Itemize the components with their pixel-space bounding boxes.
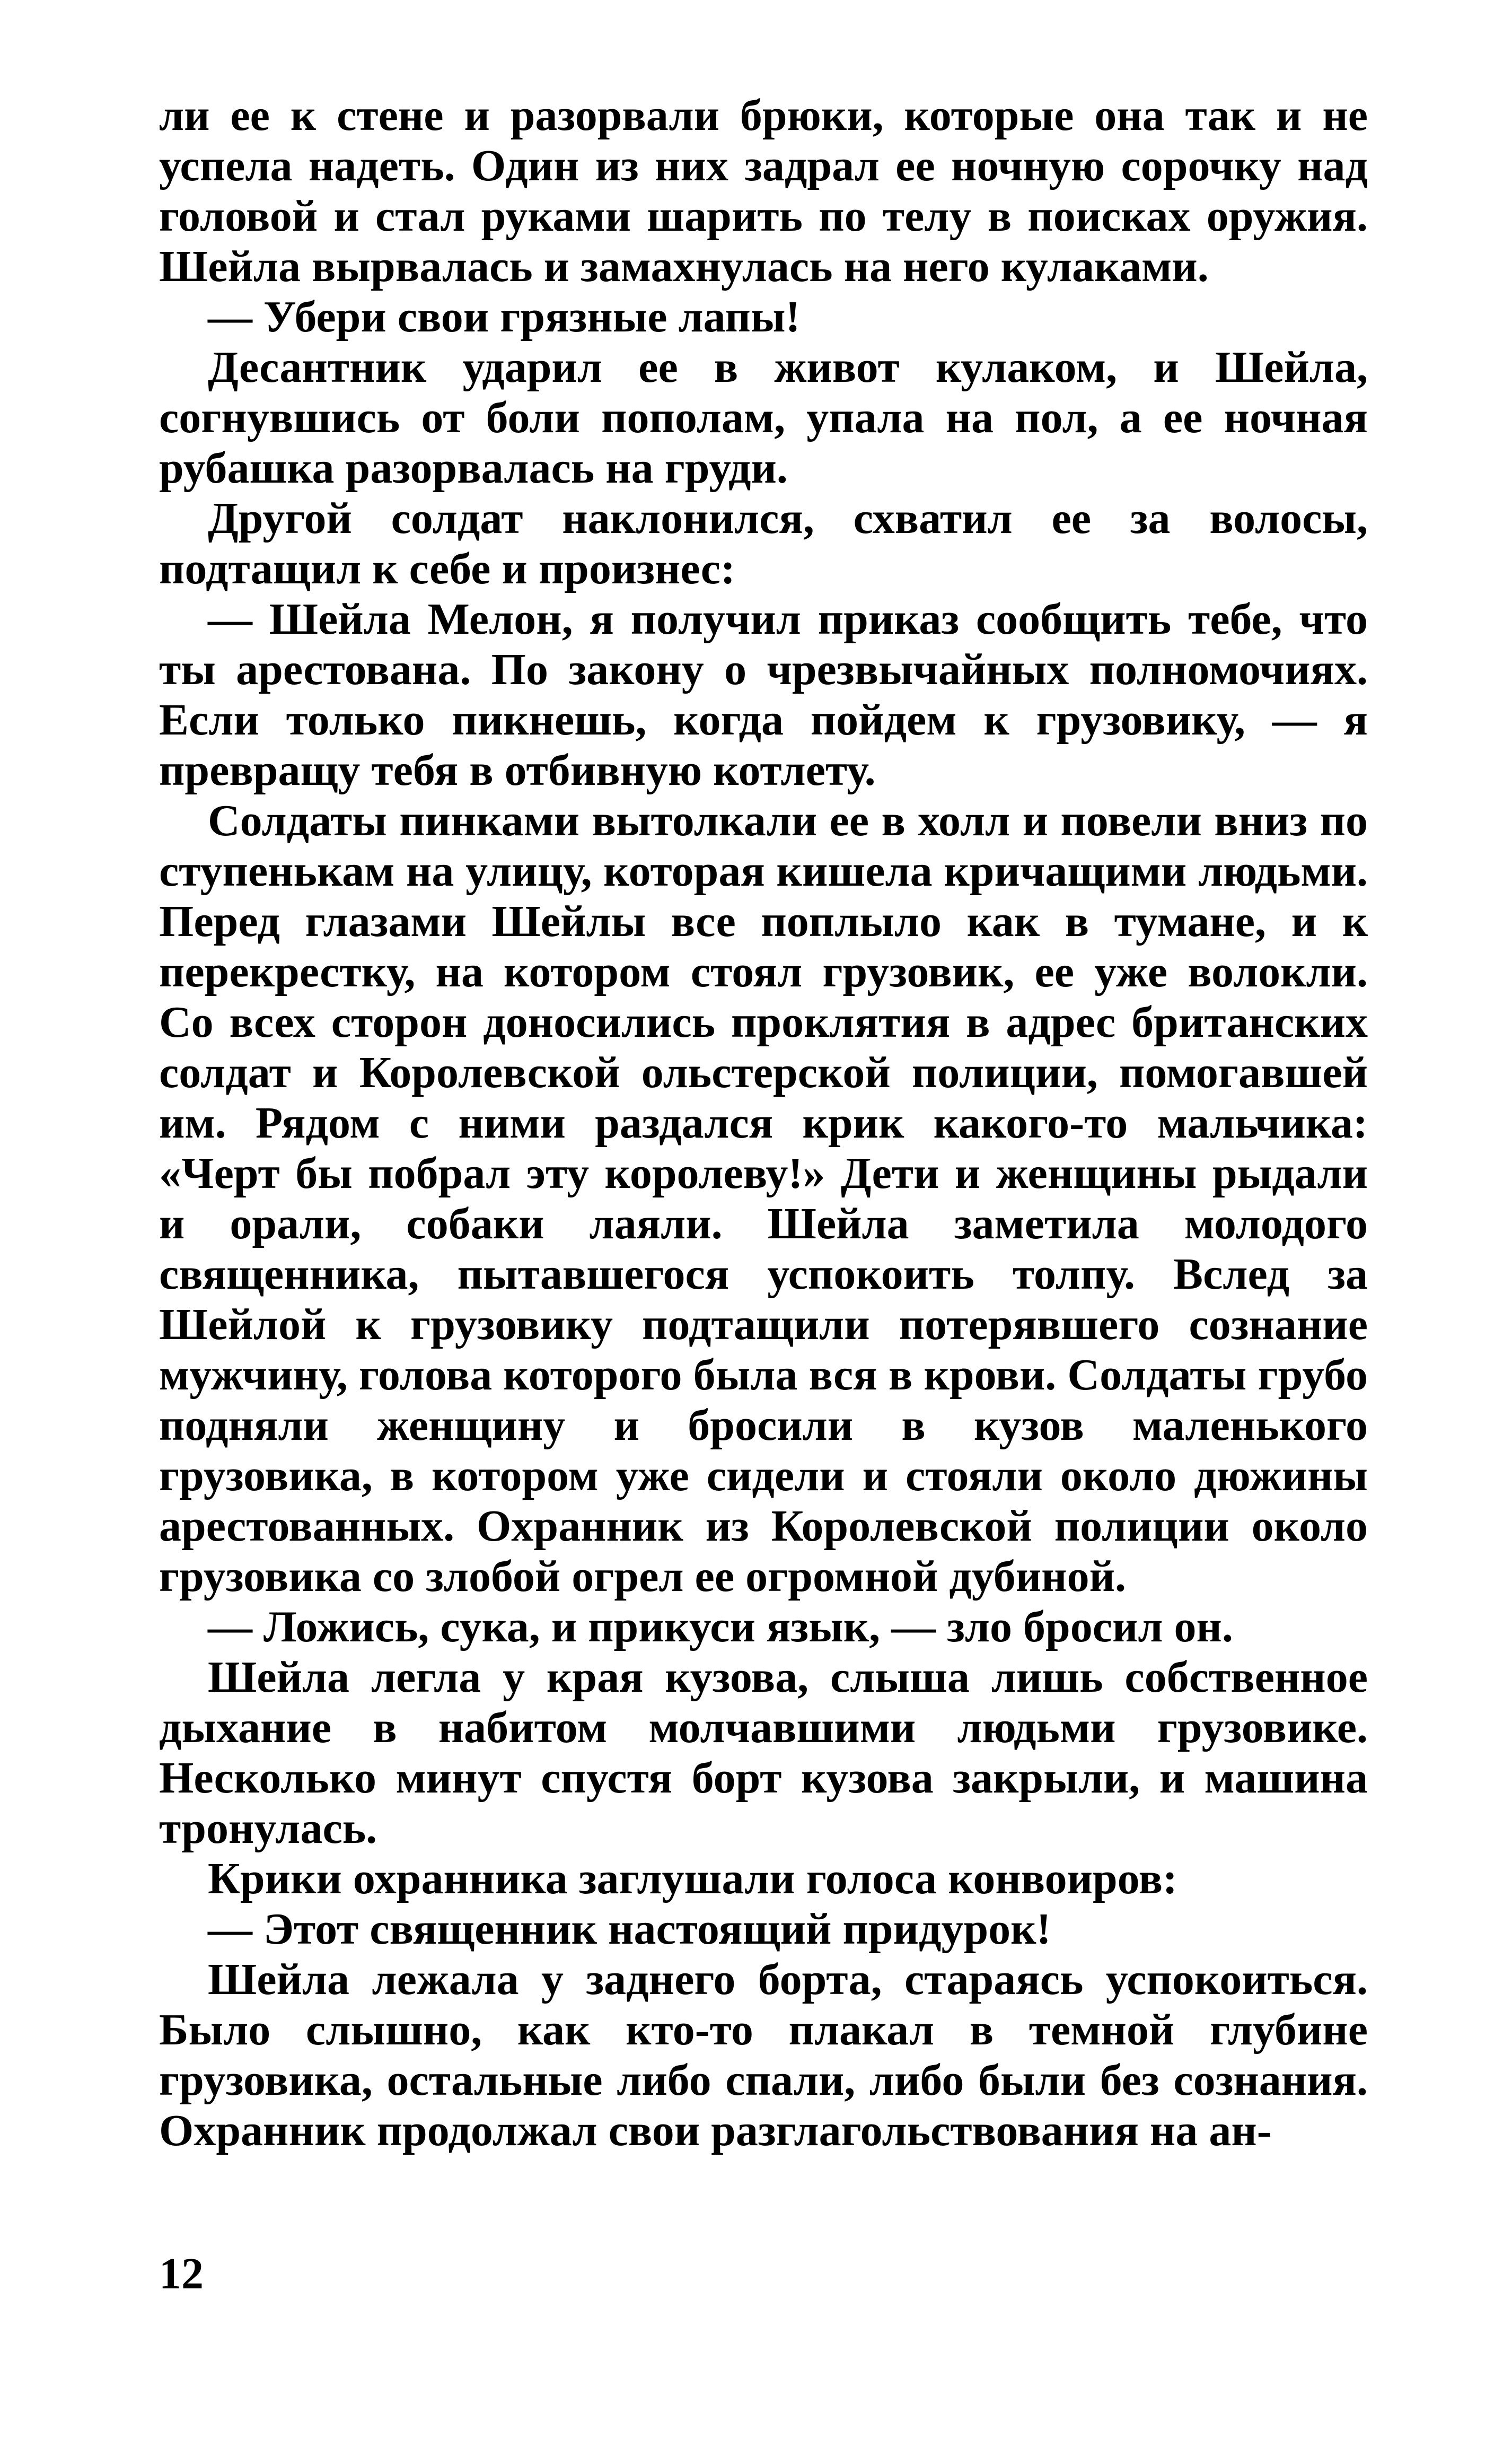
page-number: 12 (159, 2249, 204, 2298)
paragraph-5: — Шейла Мелон, я получил приказ сообщить тебе, что ты арестована. По закону о чрезвычайных полномочиях. Если только пикнешь, когда пойдем к грузовику, — я превращу тебя в отбивную котлету. (159, 594, 1368, 795)
paragraph-7: — Ложись, сука, и прикуси язык, — зло бросил он. (208, 1602, 1233, 1651)
page-body (159, 90, 1368, 2371)
paragraph-10: — Этот священник настоящий придурок! (208, 1904, 1051, 1954)
paragraph-1: ли ее к стене и разорвали брюки, которые она так и не успела надеть. Один из них задрал ее ночную сорочку над головой и стал руками шарить по телу в поисках оружия. Шейла вырвалась и замахнулась на него кулаками. (159, 91, 1368, 291)
paragraph-6: Солдаты пинками вытолкали ее в холл и повели вниз по ступенькам на улицу, которая кишела кричащими людьми. Перед глазами Шейлы все поплыло как в тумане, и к перекрестку, на котором стоял грузовик, ее уже волокли. Со всех сторон доносились проклятия в адрес британских солдат и Королевской ольстерской полиции, помогавшей им. Рядом с ними раздался крик какого-то мальчика: «Черт бы побрал эту королеву!» Дети и женщины рыдали и орали, собаки лаяли. Шейла заметила молодого священника, пытавшегося успокоить толпу. Вслед за Шейлой к грузовику подтащили потерявшего сознание мужчину, голова которого была вся в крови. Солдаты грубо подняли женщину и бросили в кузов маленького грузовика, в котором уже сидели и стояли около дюжины арестованных. Охранник из Королевской полиции около грузовика со злобой огрел ее огромной дубиной. (159, 796, 1368, 1601)
paragraph-4: Другой солдат наклонился, схватил ее за волосы, подтащил к себе и произнес: (159, 494, 1368, 593)
paragraph-8: Шейла легла у края кузова, слыша лишь собственное дыхание в набитом молчавшими людьми грузовике. Несколько минут спустя борт кузова закрыли, и машина тронулась. (159, 1653, 1368, 1853)
paragraph-9: Крики охранника заглушали голоса конвоиров: (208, 1854, 1177, 1903)
paragraph-3: Десантник ударил ее в живот кулаком, и Шейла, согнувшись от боли пополам, упала на пол, а ее ночная рубашка разорвалась на груди. (159, 343, 1368, 493)
paragraph-11: Шейла лежала у заднего борта, стараясь успокоиться. Было слышно, как кто-то плакал в темной глубине грузовика, остальные либо спали, либо были без сознания. Охранник продолжал свои разглагольствования на ан- (159, 1955, 1368, 2155)
paragraph-2: — Убери свои грязные лапы! (208, 292, 801, 342)
